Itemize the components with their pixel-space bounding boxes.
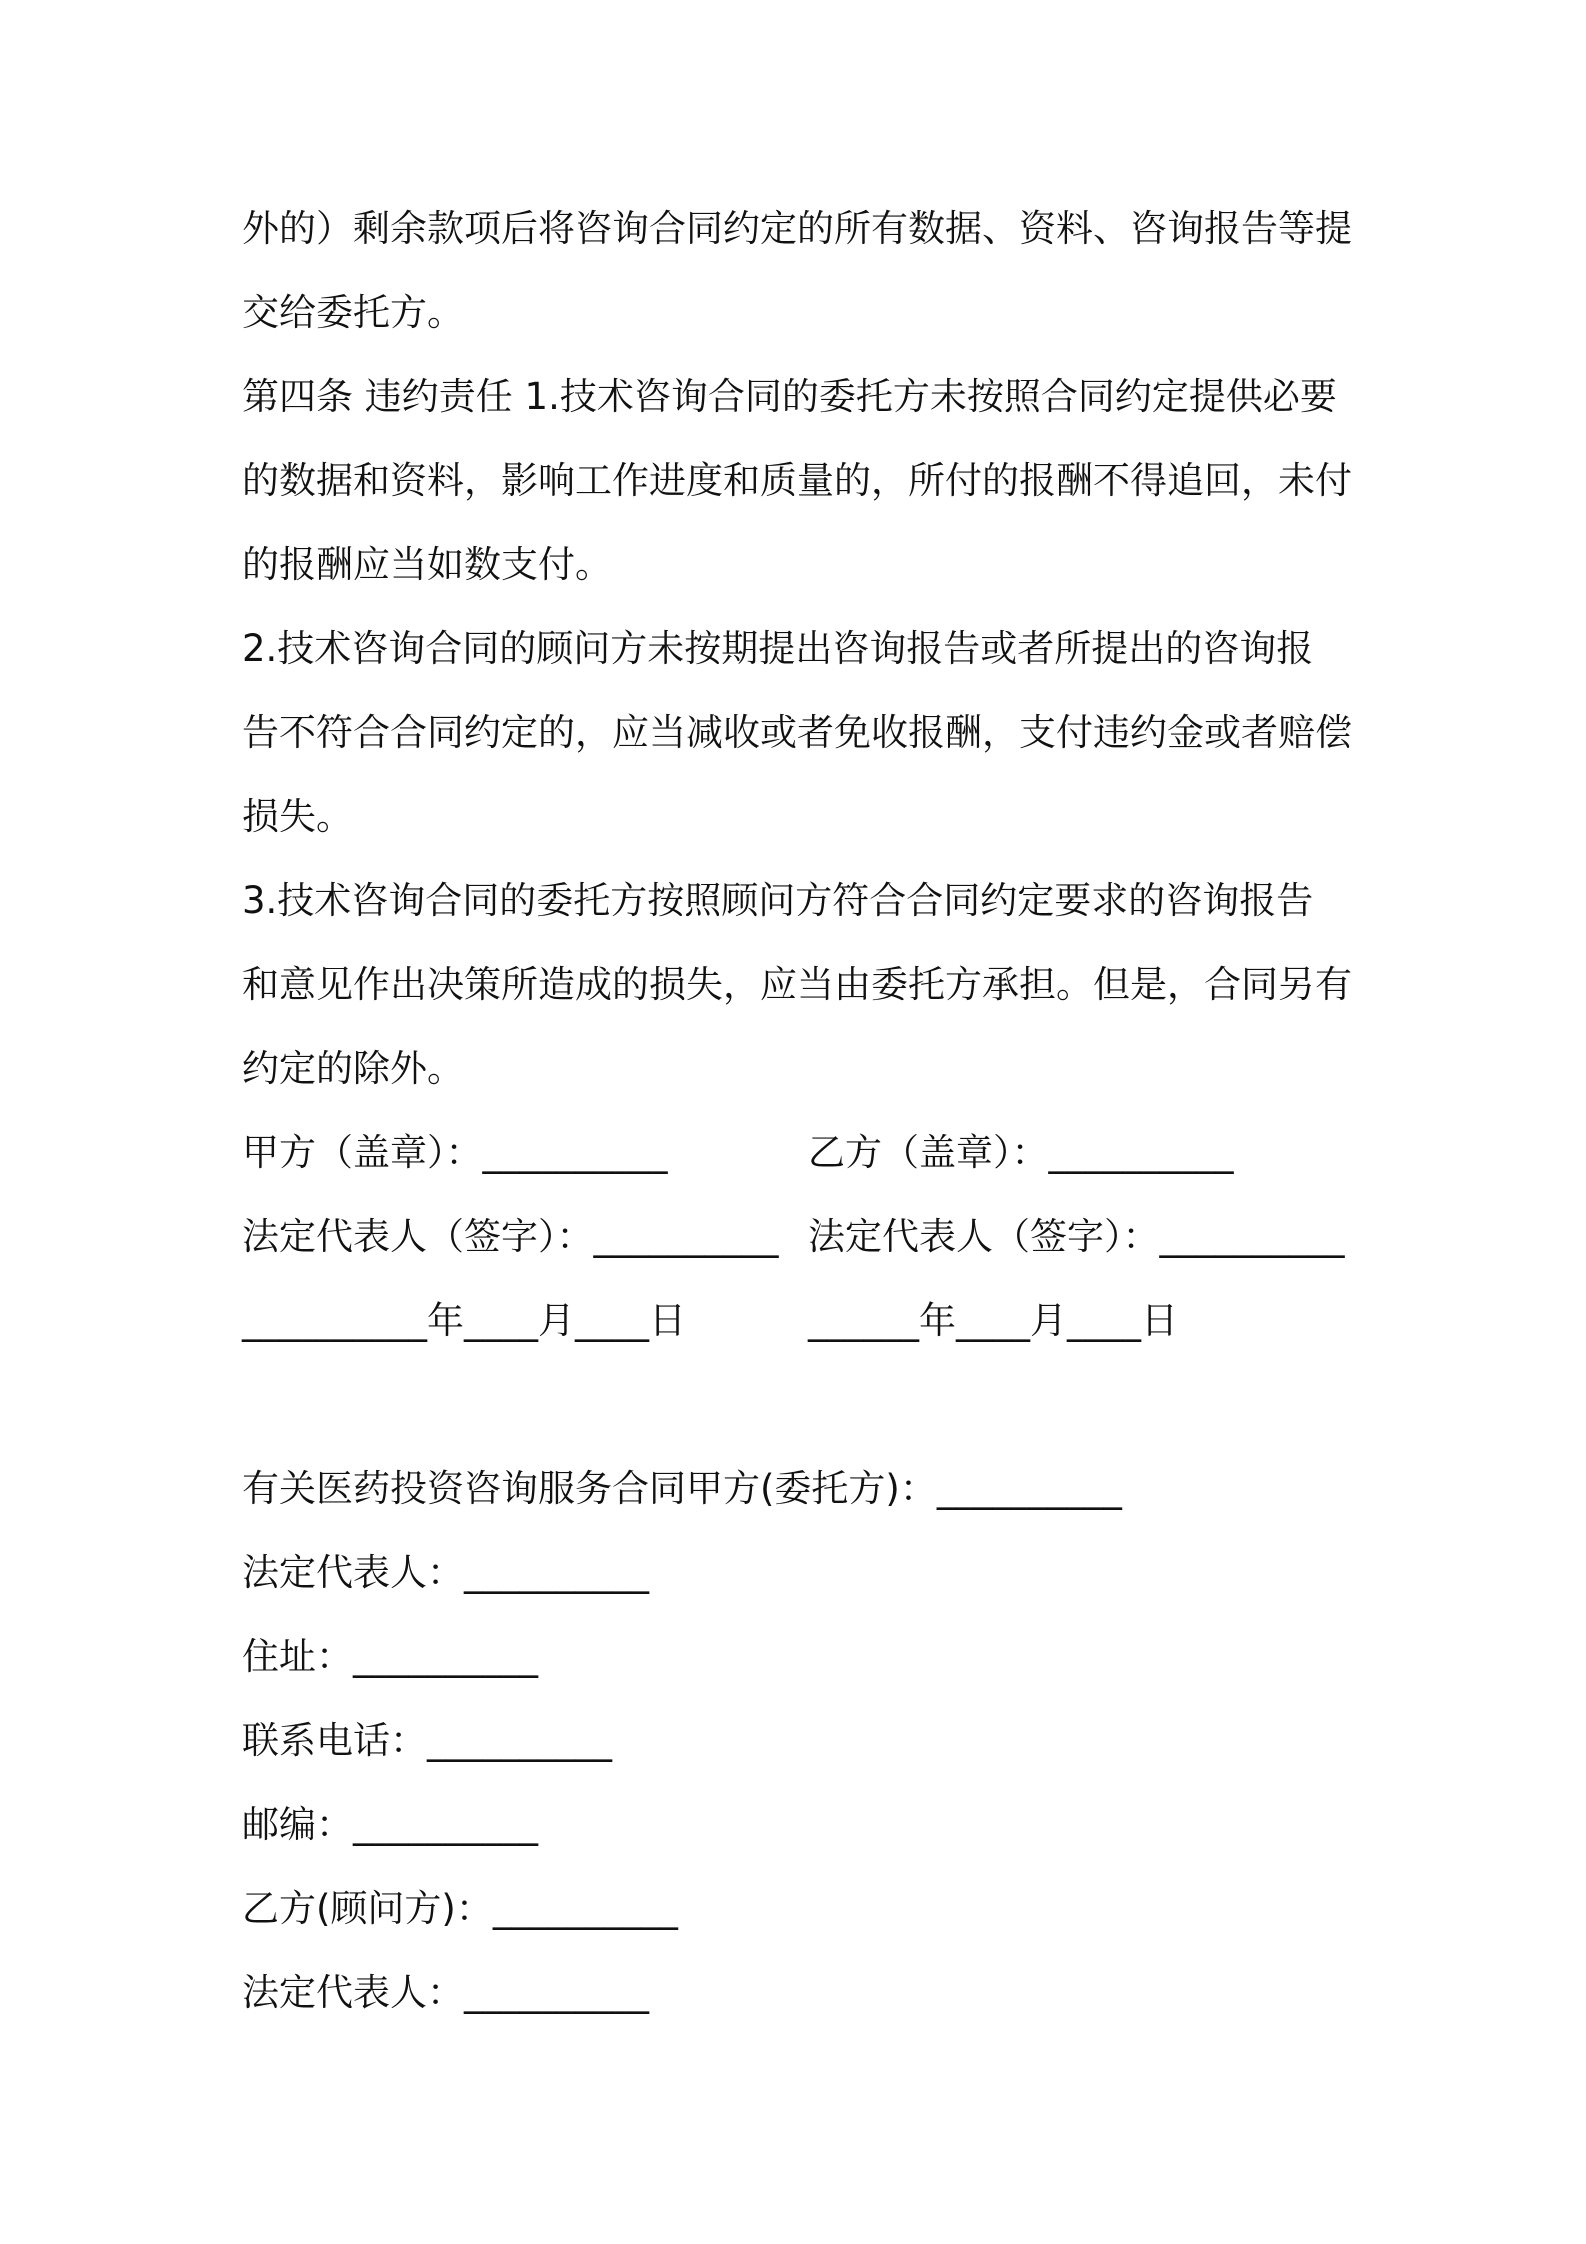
paragraph-line: 的数据和资料，影响工作进度和质量的，所付的报酬不得追回，未付	[242, 459, 1352, 502]
party-b-representative-field: 法定代表人：__________	[242, 1971, 649, 2014]
paragraph-line: 3.技术咨询合同的委托方按照顾问方符合合同约定要求的咨询报告	[242, 879, 1314, 922]
paragraph-line: 约定的除外。	[242, 1047, 464, 1090]
paragraph-line: 和意见作出决策所造成的损失，应当由委托方承担。但是，合同另有	[242, 963, 1352, 1006]
party-b-date-field: ______年____月____日	[808, 1299, 1178, 1342]
contract-title-party-a: 有关医药投资咨询服务合同甲方(委托方)：__________	[242, 1467, 1122, 1510]
paragraph-line: 2.技术咨询合同的顾问方未按期提出咨询报告或者所提出的咨询报	[242, 627, 1314, 670]
phone-field: 联系电话：__________	[242, 1719, 612, 1762]
paragraph-line: 第四条 违约责任 1.技术咨询合同的委托方未按照合同约定提供必要	[242, 375, 1337, 418]
paragraph-line: 损失。	[242, 795, 353, 838]
paragraph-line: 交给委托方。	[242, 291, 464, 334]
party-b-consultant-field: 乙方(顾问方)：__________	[242, 1887, 678, 1930]
party-a-seal-field: 甲方（盖章）：__________	[242, 1131, 668, 1174]
party-b-seal-field: 乙方（盖章）：__________	[808, 1131, 1234, 1174]
address-field: 住址：__________	[242, 1635, 538, 1678]
party-a-representative-field: 法定代表人（签字）：__________	[242, 1215, 779, 1258]
party-b-representative-field: 法定代表人（签字）：__________	[808, 1215, 1345, 1258]
paragraph-line: 外的）剩余款项后将咨询合同约定的所有数据、资料、咨询报告等提	[242, 207, 1352, 250]
party-a-date-field: __________年____月____日	[242, 1299, 686, 1342]
postal-code-field: 邮编：__________	[242, 1803, 538, 1846]
paragraph-line: 告不符合合同约定的，应当减收或者免收报酬，支付违约金或者赔偿	[242, 711, 1352, 754]
legal-representative-field: 法定代表人：__________	[242, 1551, 649, 1594]
paragraph-line: 的报酬应当如数支付。	[242, 543, 612, 586]
